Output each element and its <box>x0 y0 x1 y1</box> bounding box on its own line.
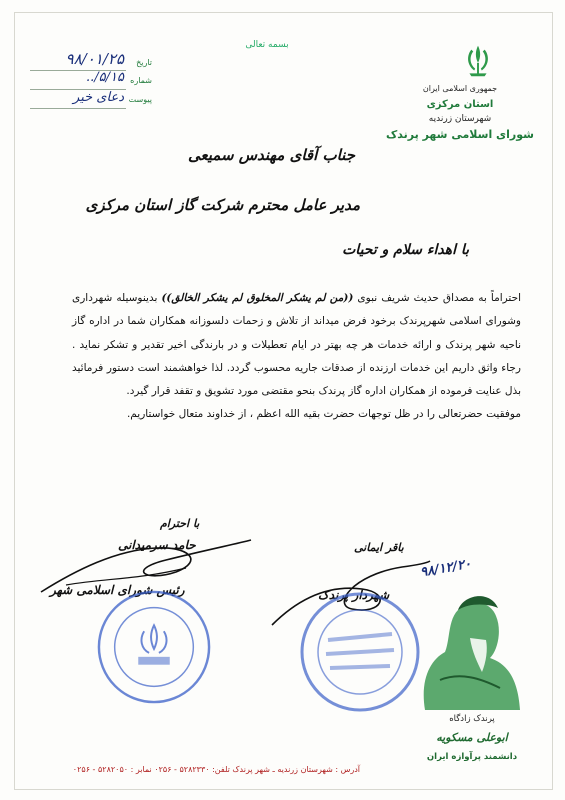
letter-body <box>72 287 521 427</box>
body-paragraph <box>72 287 521 403</box>
portrait-caption-title: دانشمند پرآوازه ایران <box>426 752 518 762</box>
header-province: استان مرکزی <box>426 99 494 110</box>
header-county: شهرستان زرندیه <box>428 114 492 124</box>
portrait-caption-birthplace: پرندک زادگاه <box>449 714 495 724</box>
body-intro: احتراماً به مصداق حدیث شریف نبوی <box>353 292 522 304</box>
header-council: شورای اسلامی شهر پرندک <box>386 128 534 141</box>
hadith-quote: ((من لم یشکر المخلوق لم یشکر الخالق)) <box>161 292 354 304</box>
portrait-caption-name: ابوعلی مسکویه <box>436 731 508 744</box>
meta-line <box>30 108 126 109</box>
mayor-signer-title: شهردار پرندک <box>318 588 390 602</box>
meta-number-value: ۵/۱۵/.. <box>86 70 124 85</box>
handwritten-date: ۹۸/۱۲/۲۰ <box>419 556 473 581</box>
meta-attachment-label: پیوست <box>128 95 152 104</box>
recipient-name: جناب آقای مهندس سمیعی <box>188 146 355 164</box>
council-greeting: با احترام <box>160 517 200 530</box>
meta-attachment-value: دعای خیر <box>73 90 124 105</box>
council-signer-name: حامد سرمیدانی <box>118 538 196 552</box>
body-text: بدینوسیله شهرداری وشورای اسلامی شهرپرندک برخود فرض میداند از تلاش و زحمات دلسوزانه همکاران شما در اداره گاز ناحیه شهر پرندک و ارائه خدمات هر چه بهتر در ایام تعطیلات و در بارندگی اخیر تقدیر و تشکر نماید . رجاء واثق داریم این خدمات ارزنده از صدقات جاریه محسوب گردد. لذا خواهشمند است دستور فرمائید بذل عنایت فرموده از همکاران اداره گاز پرندک بنحو مقتضی مورد تشویق و تقفد قرار گیرد. <box>72 292 521 398</box>
mayor-signer-name: باقر ایمانی <box>354 541 404 554</box>
recipient-title: مدیر عامل محترم شرکت گاز استان مرکزی <box>85 196 360 214</box>
meta-number-label: شماره <box>130 76 152 85</box>
iran-emblem-icon <box>459 42 497 80</box>
greeting-line: با اهداء سلام و تحیات <box>342 242 469 258</box>
meta-date-value: ۹۸/۰۱/۲۵ <box>65 50 124 68</box>
body-closing: موفقیت حضرتعالی را در ظل توجهات حضرت بقیه الله اعظم ، از خداوند متعال خواستاریم. <box>126 408 521 421</box>
header-country: جمهوری اسلامی ایران <box>422 84 498 93</box>
council-signer-title: رئیس شورای اسلامی شهر <box>50 583 185 597</box>
council-seal-stamp <box>95 588 213 706</box>
footer-address: آدرس : شهرستان زرندیه ـ شهر پرندک تلفن: ۵۲۸۲۳۳۰ - ۰۲۵۶ نمابر : ۵۲۸۲۰۵۰ - ۰۲۵۶ <box>72 765 360 774</box>
moskowayh-portrait-icon <box>420 560 520 710</box>
basmala: بسمه تعالی <box>245 40 289 50</box>
municipality-seal-stamp <box>298 590 422 714</box>
meta-date-label: تاریخ <box>136 58 152 67</box>
